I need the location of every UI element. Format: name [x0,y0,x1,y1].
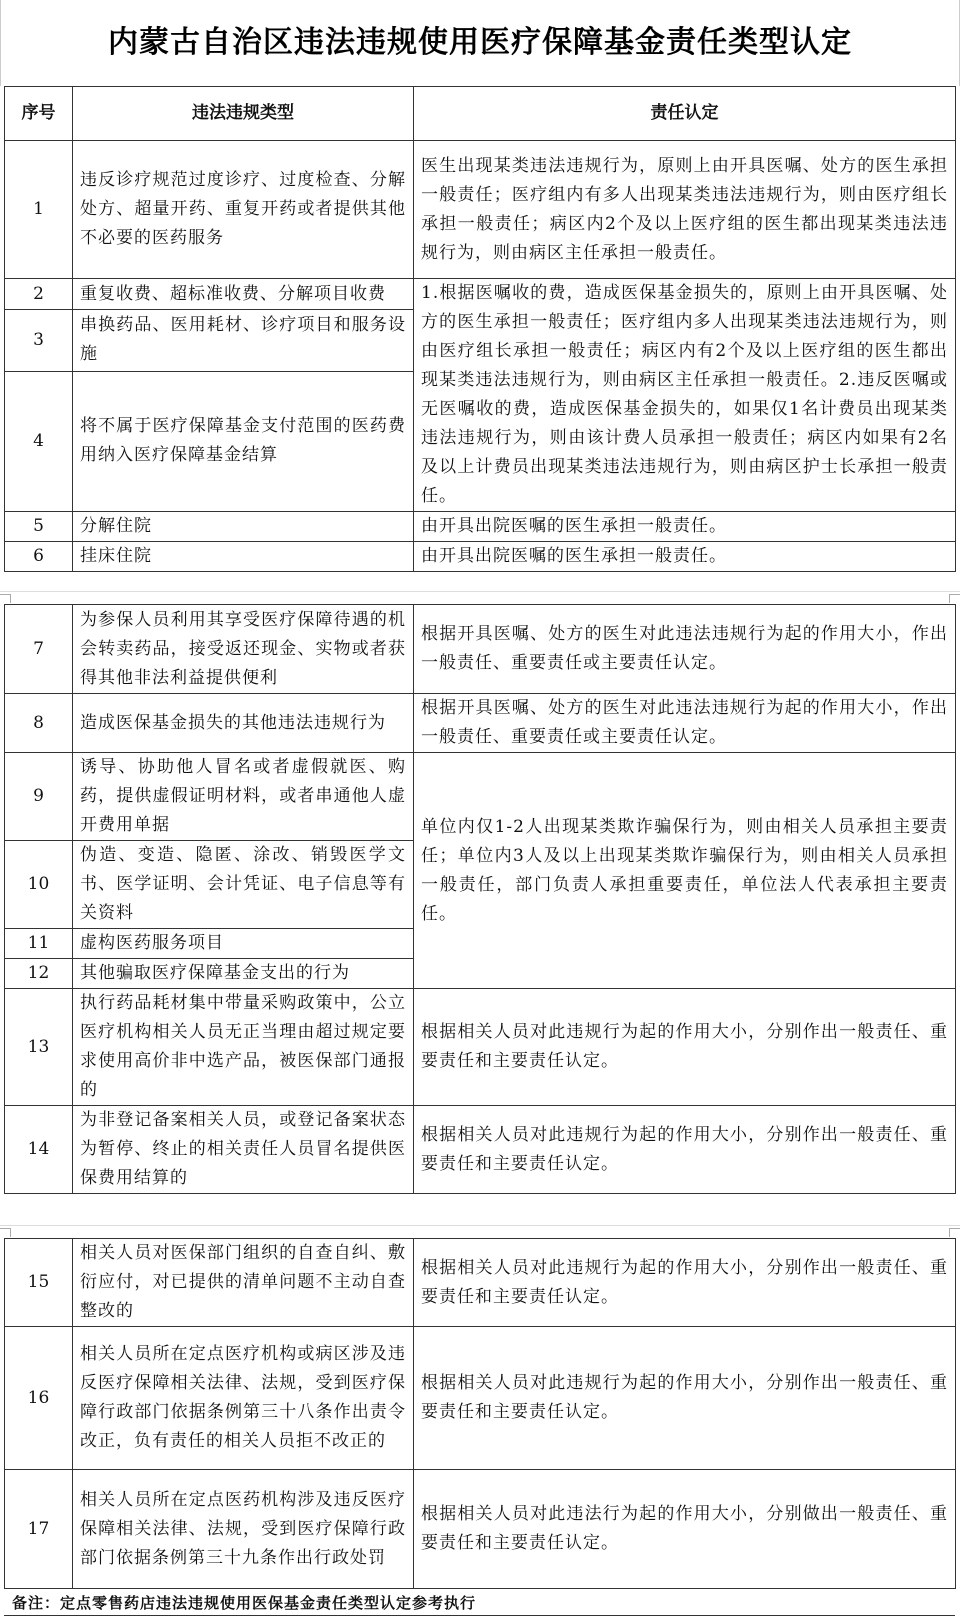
row-no: 13 [5,989,73,1106]
responsibility-table-2 [4,604,956,1194]
row-type: 为非登记备案相关人员，或登记备案状态为暂停、终止的相关责任人员冒名提供医保费用结算的 [73,1106,414,1194]
row-resp: 根据相关人员对此违规行为起的作用大小，分别作出一般责任、重要责任和主要责任认定。 [414,1239,956,1327]
row-type: 虚构医药服务项目 [73,929,414,959]
header-resp: 责任认定 [414,87,956,141]
row-no: 4 [5,371,73,511]
footnote: 备注：定点零售药店违法违规使用医保基金责任类型认定参考执行 [4,1590,955,1616]
table-section-2 [4,604,955,1194]
row-type: 串换药品、医用耗材、诊疗项目和服务设施 [73,310,414,371]
row-resp: 根据开具医嘱、处方的医生对此违法违规行为起的作用大小，作出一般责任、重要责任或主要责任认定。 [414,605,956,694]
row-no: 5 [5,512,73,542]
crop-mark [0,594,11,603]
table-row [5,279,956,310]
row-resp-merged: 1.根据医嘱收的费，造成医保基金损失的，原则上由开具医嘱、处方的医生承担一般责任；医疗组内多人出现某类违法违规行为，则由医疗组长承担一般责任；病区内有2个及以上医疗组的医生都出现某类违法违规行为，则由病区主任承担一般责任。2.违反医嘱或无医嘱收的费，造成医保基金损失的，如果仅1名计费员出现某类违法违规行为，则由该计费人员承担一般责任；病区内如果有2名及以上计费员出现某类违法违规行为，则由病区护士长承担一般责任。 [414,279,956,512]
row-type: 分解住院 [73,512,414,542]
row-type: 重复收费、超标准收费、分解项目收费 [73,279,414,310]
row-no: 12 [5,959,73,989]
row-no: 15 [5,1239,73,1327]
table-section-1 [4,86,955,572]
row-no: 3 [5,310,73,371]
row-resp-merged: 单位内仅1-2人出现某类欺诈骗保行为，则由相关人员承担主要责任；单位内3人及以上出现某类欺诈骗保行为，则由相关人员承担一般责任，部门负责人承担重要责任，单位法人代表承担主要责任。 [414,753,956,989]
row-type: 其他骗取医疗保障基金支出的行为 [73,959,414,989]
table-row [5,1106,956,1194]
table-row [5,542,956,572]
row-no: 16 [5,1327,73,1470]
row-resp: 由开具出院医嘱的医生承担一般责任。 [414,512,956,542]
row-type: 违反诊疗规范过度诊疗、过度检查、分解处方、超量开药、重复开药或者提供其他不必要的医药服务 [73,141,414,279]
row-type: 将不属于医疗保障基金支付范围的医药费用纳入医疗保障基金结算 [73,371,414,511]
table-row [5,1327,956,1470]
row-resp: 根据相关人员对此违规行为起的作用大小，分别作出一般责任、重要责任和主要责任认定。 [414,1106,956,1194]
row-resp: 根据相关人员对此违规行为起的作用大小，分别作出一般责任、重要责任和主要责任认定。 [414,1327,956,1470]
responsibility-table-1 [4,86,956,572]
table-row [5,1239,956,1327]
row-no: 17 [5,1470,73,1589]
row-no: 8 [5,694,73,753]
row-resp: 医生出现某类违法违规行为，原则上由开具医嘱、处方的医生承担一般责任；医疗组内有多人出现某类违法违规行为，则由医疗组长承担一般责任；病区内2个及以上医疗组的医生都出现某类违法违规行为，则由病区主任承担一般责任。 [414,141,956,279]
table-section-3 [4,1238,955,1589]
row-no: 2 [5,279,73,310]
row-type: 挂床住院 [73,542,414,572]
page-break-1 [0,591,960,592]
table-header-row [5,87,956,141]
table-row [5,512,956,542]
row-type: 相关人员对医保部门组织的自查自纠、敷衍应付，对已提供的清单问题不主动自查整改的 [73,1239,414,1327]
crop-mark [949,594,960,603]
row-no: 7 [5,605,73,694]
row-no: 1 [5,141,73,279]
table-row [5,694,956,753]
row-type: 相关人员所在定点医药机构涉及违反医疗保障相关法律、法规，受到医疗保障行政部门依据条例第三十九条作出行政处罚 [73,1470,414,1589]
page-break-2 [0,1225,960,1226]
row-resp: 根据相关人员对此违规行为起的作用大小，分别作出一般责任、重要责任和主要责任认定。 [414,989,956,1106]
crop-mark [0,1228,11,1237]
row-resp: 由开具出院医嘱的医生承担一般责任。 [414,542,956,572]
row-no: 14 [5,1106,73,1194]
row-type: 执行药品耗材集中带量采购政策中，公立医疗机构相关人员无正当理由超过规定要求使用高价非中选产品，被医保部门通报的 [73,989,414,1106]
row-type: 为参保人员利用其享受医疗保障待遇的机会转卖药品，接受返还现金、实物或者获得其他非法利益提供便利 [73,605,414,694]
page-title: 内蒙古自治区违法违规使用医疗保障基金责任类型认定 [0,0,960,86]
row-type: 伪造、变造、隐匿、涂改、销毁医学文书、医学证明、会计凭证、电子信息等有关资料 [73,841,414,929]
table-row [5,989,956,1106]
table-row [5,753,956,841]
row-no: 10 [5,841,73,929]
row-type: 造成医保基金损失的其他违法违规行为 [73,694,414,753]
table-row [5,141,956,279]
header-type: 违法违规类型 [73,87,414,141]
row-type: 诱导、协助他人冒名或者虚假就医、购药，提供虚假证明材料，或者串通他人虚开费用单据 [73,753,414,841]
row-no: 9 [5,753,73,841]
row-resp: 根据相关人员对此违法行为起的作用大小，分别做出一般责任、重要责任和主要责任认定。 [414,1470,956,1589]
row-type: 相关人员所在定点医疗机构或病区涉及违反医疗保障相关法律、法规，受到医疗保障行政部门依据条例第三十八条作出责令改正，负有责任的相关人员拒不改正的 [73,1327,414,1470]
crop-mark [949,1228,960,1237]
header-no: 序号 [5,87,73,141]
row-no: 11 [5,929,73,959]
row-resp: 根据开具医嘱、处方的医生对此违法违规行为起的作用大小，作出一般责任、重要责任或主要责任认定。 [414,694,956,753]
table-row [5,1470,956,1589]
table-row [5,605,956,694]
responsibility-table-3 [4,1238,956,1589]
row-no: 6 [5,542,73,572]
